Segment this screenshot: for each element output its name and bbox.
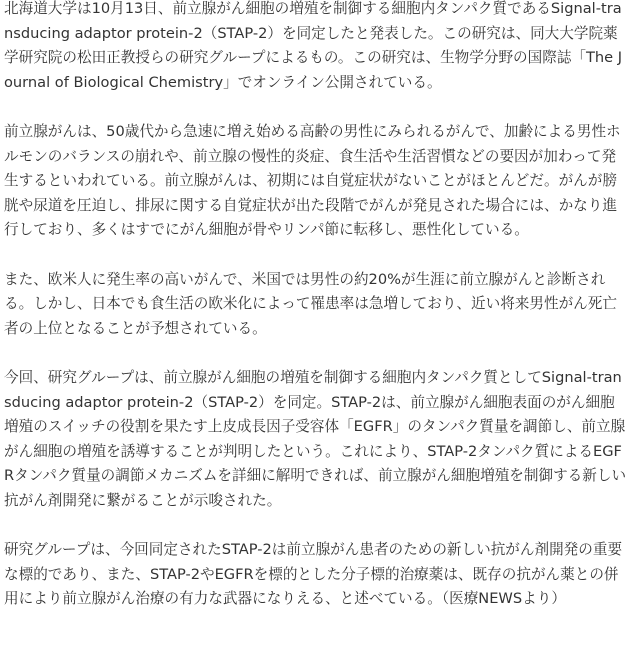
article-paragraph-1: 北海道大学は10月13日、前立腺がん細胞の増殖を制御する細胞内タンパク質であるSignal-transducing adaptor protein-2（STAP-2）を同定したと発表した。この研究は、同大大学院薬学研究院の松田正教授らの研究グループによるもの。この研究は、生物学分野の国際誌「The Journal of Biological Chemistry」でオンライン公開されている。 [4,0,623,91]
article-paragraph-4: 今回、研究グループは、前立腺がん細胞の増殖を制御する細胞内タンパク質としてSignal-transducing adaptor protein-2（STAP-2）を同定。STAP-2は、前立腺がん細胞表面のがん細胞増殖のスイッチの役割を果たす上皮成長因子受容体「EGFR」のタンパク質量を調節し、前立腺がん細胞の増殖を誘導することが判明したという。これにより、STAP-2タンパク質によるEGFRタンパク質量の調節メカニズムを詳細に解明できれば、前立腺がん細胞増殖を制御する新しい抗がん剤開発に繋がることが示唆された。 [4,369,627,509]
article-paragraph-2: 前立腺がんは、50歳代から急速に増え始める高齢の男性にみられるがんで、加齢による男性ホルモンのバランスの崩れや、前立腺の慢性的炎症、食生活や生活習慣などの要因が加わって発生するといわれている。前立腺がんは、初期には自覚症状がないことがほとんどだ。がんが膀胱や尿道を圧迫し、排尿に関する自覚症状が出た段階でがんが発見された場合には、かなり進行しており、多くはすでにがん細胞が骨やリンパ節に転移し、悪性化している。 [4,123,621,238]
article-paragraph-3: また、欧米人に発生率の高いがんで、米国では男性の約20%が生涯に前立腺がんと診断される。しかし、日本でも食生活の欧米化によって罹患率は急増しており、近い将来男性がん死亡者の上位となることが予想されている。 [4,270,617,337]
article-paragraph-5: 研究グループは、今回同定されたSTAP-2は前立腺がん患者のための新しい抗がん剤開発の重要な標的であり、また、STAP-2やEGFRを標的とした分子標的治療薬は、既存の抗がん薬との併用により前立腺がん治療の有力な武器になりえる、と述べている。（医療NEWSより） [4,541,623,607]
